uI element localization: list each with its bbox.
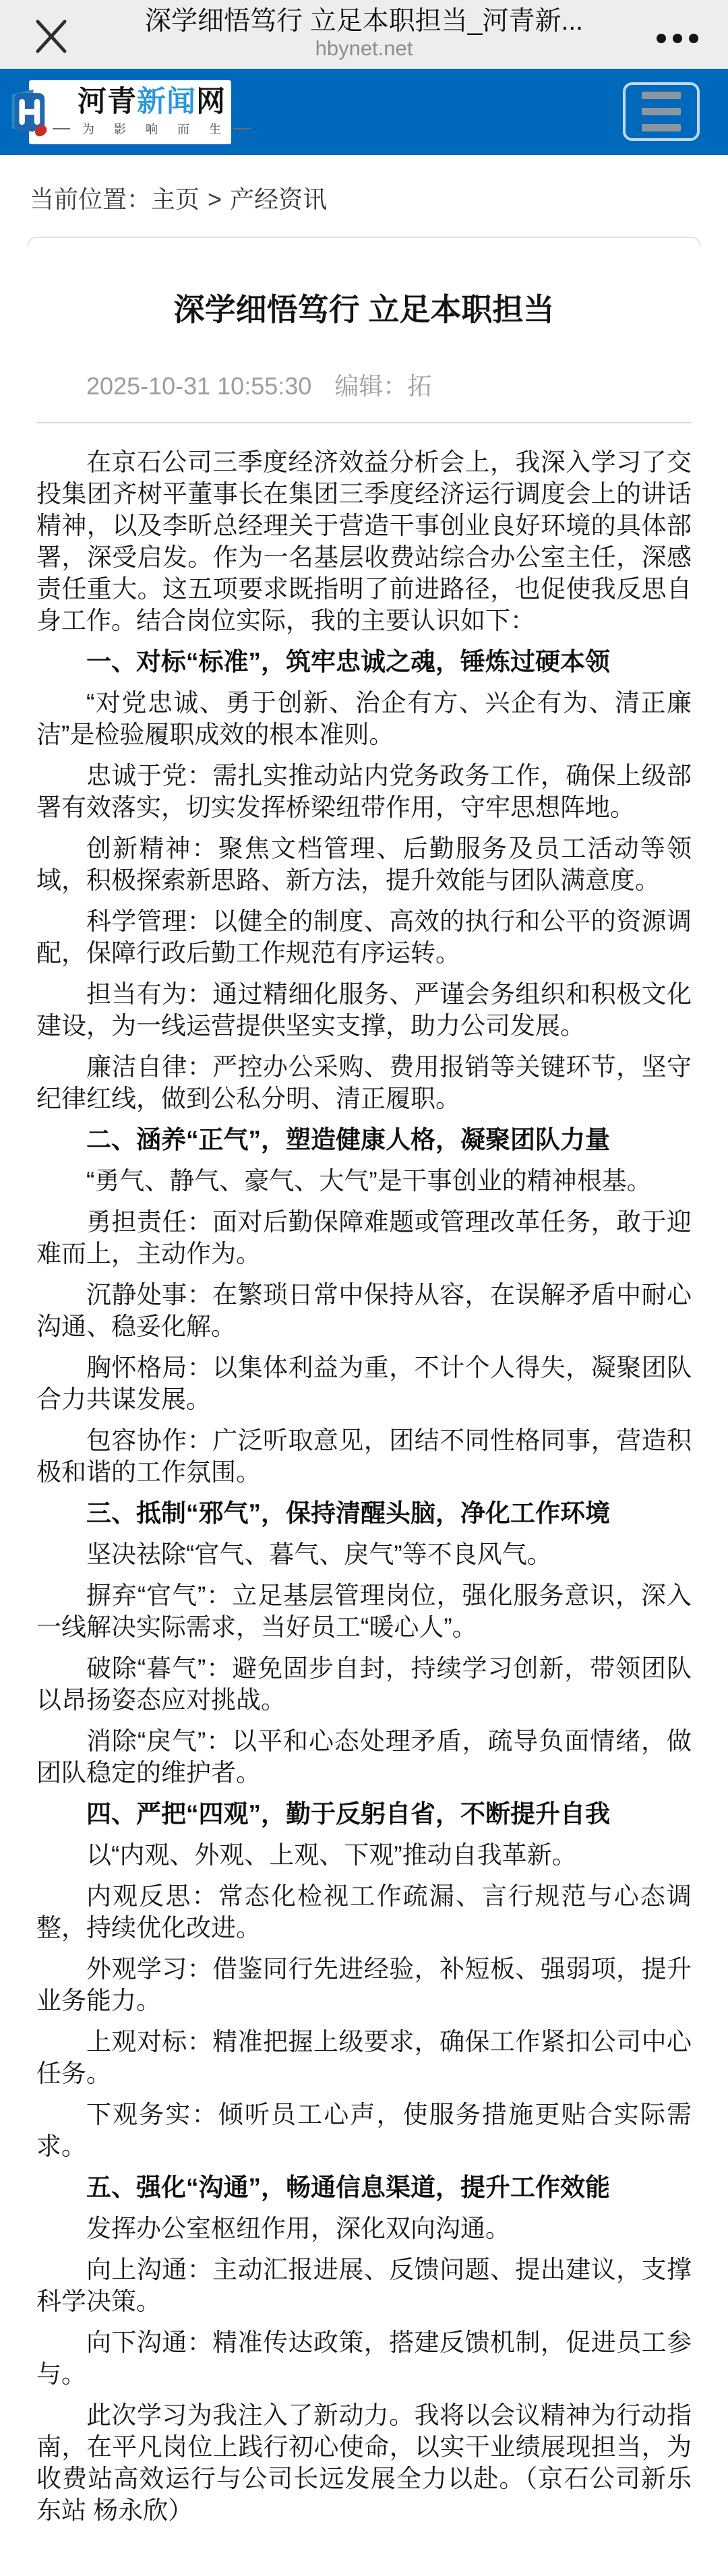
section-heading: 五、强化“沟通”，畅通信息渠道，提升工作效能 [86, 2173, 610, 2201]
hamburger-bar [642, 92, 681, 99]
article-paragraph: 破除“暮气”：避免固步自封，持续学习创新，带领团队以昂扬姿态应对挑战。 [36, 1654, 692, 1714]
logo-part: 新闻 [137, 85, 196, 118]
article-paragraph: 上观对标：精准把握上级要求，确保工作紧扣公司中心任务。 [36, 2027, 692, 2087]
article-body [0, 423, 728, 2576]
section-heading: 三、抵制“邪气”，保持清醒头脑，净化工作环境 [86, 1499, 610, 1527]
article-paragraph: “对党忠诚、勇于创新、治企有方、兴企有为、清正廉洁”是检验履职成效的根本准则。 [36, 688, 692, 748]
logo-title [78, 87, 226, 117]
hamburger-bar [642, 108, 681, 115]
dash-line [53, 128, 70, 129]
article-paragraph: 包容协作：广泛听取意见，团结不同性格同事，营造积极和谐的工作氛围。 [36, 1426, 692, 1486]
breadcrumb-label: 当前位置： [30, 185, 152, 213]
article-paragraph: “勇气、静气、豪气、大气”是干事创业的精神根基。 [86, 1166, 652, 1195]
article-paragraph: 坚决祛除“官气、暮气、戾气”等不良风气。 [86, 1540, 552, 1568]
article-paragraph: 创新精神：聚焦文档管理、后勤服务及员工活动等领域，积极探索新思路、新方法，提升效能与团队满意度。 [36, 834, 692, 894]
logo-part: 网 [196, 85, 226, 118]
browser-chrome [0, 0, 728, 69]
more-options-icon[interactable] [657, 34, 698, 43]
breadcrumb-link-category[interactable]: 产经资讯 [230, 185, 328, 213]
logo-h-icon [9, 88, 47, 138]
article-paragraph: 摒弃“官气”：立足基层管理岗位，强化服务意识，深入一线解决实际需求，当好员工“暖心人”。 [36, 1581, 692, 1641]
article-title: 深学细悟笃行 立足本职担当 [173, 292, 555, 327]
dot [657, 34, 666, 43]
article-paragraph: 以“内观、外观、上观、下观”推动自我革新。 [86, 1840, 577, 1869]
section-heading: 四、严把“四观”，勤于反躬自省，不断提升自我 [86, 1799, 610, 1828]
browser-url: hbynet.net [315, 36, 413, 60]
article-paragraph: 消除“戾气”：以平和心态处理矛盾，疏导负面情绪，做团队稳定的维护者。 [36, 1727, 692, 1787]
article-paragraph: 廉洁自律：严控办公采购、费用报销等关键环节，坚守纪律红线，做到公私分明、清正履职。 [36, 1052, 692, 1112]
logo-part: 河青 [78, 85, 137, 118]
section-heading: 二、涵养“正气”，塑造健康人格，凝聚团队力量 [86, 1125, 610, 1154]
article-paragraph: 担当有为：通过精细化服务、严谨会务组织和积极文化建设，为一线运营提供坚实支撑，助力公司发展。 [36, 980, 692, 1040]
article-paragraph: 胸怀格局：以集体利益为重，不计个人得失，凝聚团队合力共谋发展。 [36, 1353, 692, 1413]
article-paragraph: 此次学习为我注入了新动力。我将以会议精神为行动指南，在平凡岗位上践行初心使命，以实干业绩展现担当，为收费站高效运行与公司长远发展全力以赴。（京石公司新乐东站 杨永欣） [36, 2401, 692, 2524]
breadcrumb-separator: > [208, 185, 222, 213]
site-logo[interactable] [29, 80, 231, 144]
logo-text [53, 87, 251, 138]
section-heading: 一、对标“标准”，筑牢忠诚之魂，锤炼过硬本领 [86, 647, 610, 676]
article-timestamp: 2025-10-31 10:55:30 [86, 371, 312, 400]
editor-name: 拓 [407, 371, 432, 400]
content-card-top-edge [27, 237, 701, 246]
tagline-text: 为 影 响 而 生 [82, 123, 230, 137]
breadcrumb [0, 155, 728, 215]
dot [673, 34, 682, 43]
logo-tagline [53, 120, 251, 138]
article-paragraph: 忠诚于党：需扎实推动站内党务政务工作，确保上级部署有效落实，切实发挥桥梁纽带作用，守牢思想阵地。 [36, 761, 692, 821]
editor-label: 编辑： [334, 371, 408, 400]
article-paragraph: 沉静处事：在繁琐日常中保持从容，在误解矛盾中耐心沟通、稳妥化解。 [36, 1280, 692, 1340]
breadcrumb-link-home[interactable]: 主页 [151, 185, 200, 213]
article-paragraph: 科学管理：以健全的制度、高效的执行和公平的资源调配，保障行政后勤工作规范有序运转。 [36, 907, 692, 967]
article-paragraph: 内观反思：常态化检视工作疏漏、言行规范与心态调整，持续优化改进。 [36, 1882, 692, 1942]
article-paragraph: 发挥办公室枢纽作用，深化双向沟通。 [86, 2214, 510, 2242]
dash-line [233, 128, 251, 129]
site-header [0, 69, 728, 155]
hamburger-menu-button[interactable] [623, 82, 700, 141]
article-paragraph: 向下沟通：精准传达政策，搭建反馈机制，促进员工参与。 [36, 2328, 692, 2388]
hamburger-bar [642, 124, 681, 131]
article-paragraph: 向上沟通：主动汇报进展、反馈问题、提出建议，支撑科学决策。 [36, 2255, 692, 2315]
article-paragraph: 外观学习：借鉴同行先进经验，补短板、强弱项，提升业务能力。 [36, 1954, 692, 2014]
article-paragraph: 勇担责任：面对后勤保障难题或管理改革任务，敢于迎难而上，主动作为。 [36, 1207, 692, 1267]
browser-page-title: 深学细悟笃行 立足本职担当_河青新... [144, 7, 584, 36]
dot [689, 34, 698, 43]
article-meta [36, 367, 692, 402]
article-paragraph: 下观务实：倾听员工心声，使服务措施更贴合实际需求。 [36, 2100, 692, 2160]
article-paragraph: 在京石公司三季度经济效益分析会上，我深入学习了交投集团齐树平董事长在集团三季度经济运行调度会上的讲话精神，以及李昕总经理关于营造干事创业良好环境的具体部署，深受启发。作为一名基层收费站综合办公室主任，深感责任重大。这五项要求既指明了前进路径，也促使我反思自身工作。结合岗位实际，我的主要认识如下： [36, 448, 692, 634]
